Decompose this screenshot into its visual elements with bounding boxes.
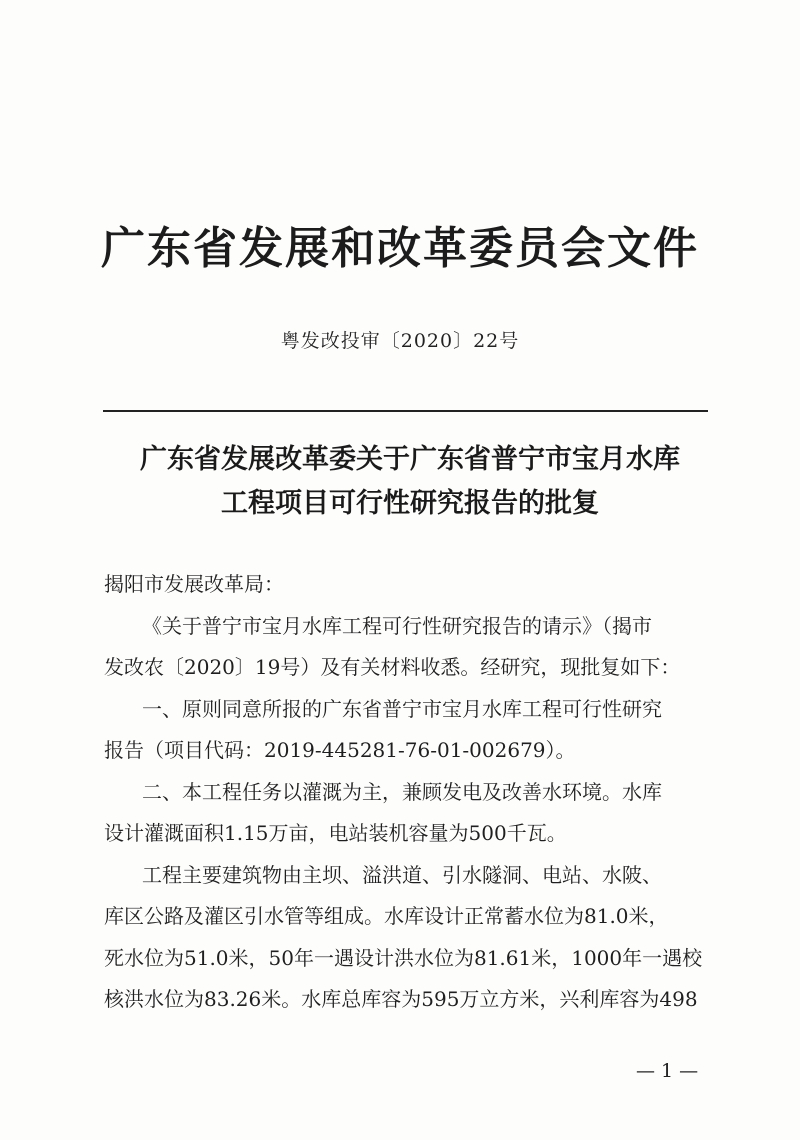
paragraph-line: 核洪水位为83.26米。水库总库容为595万立方米，兴利库容为498 xyxy=(104,987,698,1011)
document-header-title: 广东省发展和改革委员会文件 xyxy=(101,223,699,274)
paragraph-line: 工程主要建筑物由主坝、溢洪道、引水隧洞、电站、水陂、 xyxy=(142,862,662,887)
document-body xyxy=(104,564,720,1021)
paragraph-line: 设计灌溉面积1.15万亩，电站装机容量为500千瓦。 xyxy=(104,821,567,845)
paragraph-line: 死水位为51.0米，50年一遇设计洪水位为81.61米，1000年一遇校 xyxy=(104,945,703,970)
document-number: 粤发改投审〔2020〕22号 xyxy=(280,330,520,352)
paragraph-line: 《关于普宁市宝月水库工程可行性研究报告的请示》（揭市 xyxy=(142,613,652,638)
header-divider xyxy=(103,410,708,412)
addressee: 揭阳市发展改革局： xyxy=(104,572,284,596)
main-title-line: 工程项目可行性研究报告的批复 xyxy=(221,488,599,519)
paragraph-line: 二、本工程任务以灌溉为主，兼顾发电及改善水环境。水库 xyxy=(142,779,662,804)
paragraph-line: 发改农〔2020〕19号）及有关材料收悉。经研究，现批复如下： xyxy=(104,655,681,679)
paragraph-line: 库区公路及灌区引水管等组成。水库设计正常蓄水位为81.0米， xyxy=(104,904,669,928)
main-title-line: 广东省发展改革委关于广东省普宁市宝月水库 xyxy=(140,444,680,475)
paragraph-line: 报告（项目代码：2019-445281-76-01-002679）。 xyxy=(104,738,576,762)
paragraph-line: 一、原则同意所报的广东省普宁市宝月水库工程可行性研究 xyxy=(142,696,662,721)
document-main-title xyxy=(90,438,730,526)
page-number: — 1 — xyxy=(636,1060,699,1082)
